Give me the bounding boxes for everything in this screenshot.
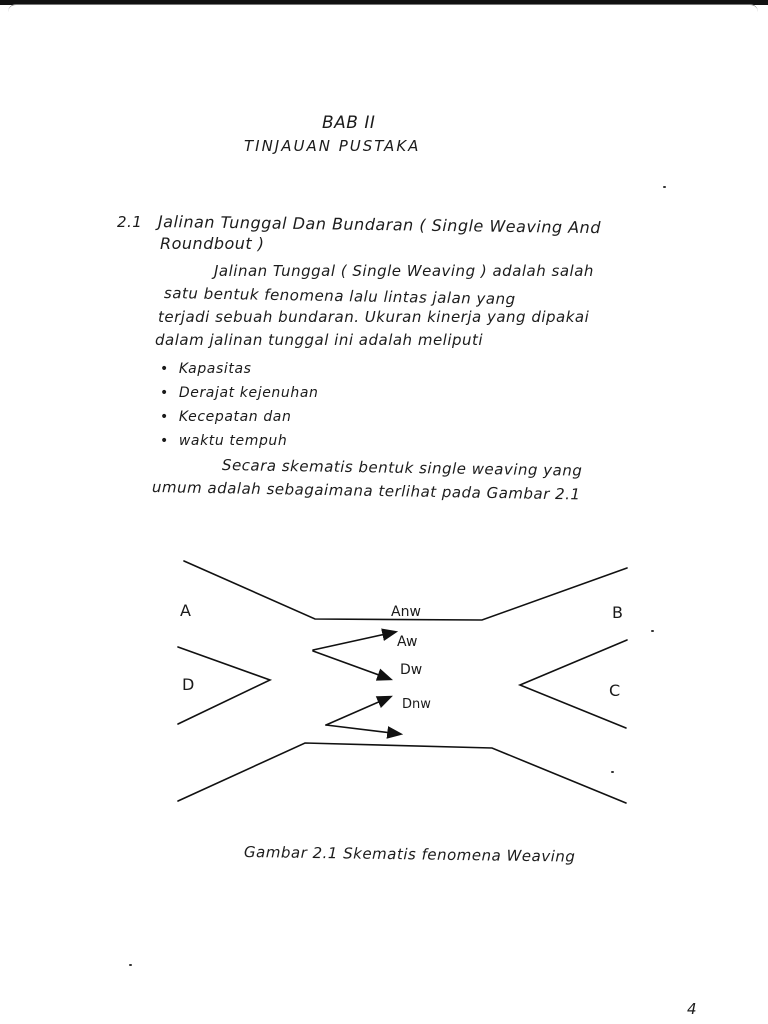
list-item: • Kecepatan dan bbox=[160, 405, 319, 429]
list-item: • waktu tempuh bbox=[160, 429, 319, 453]
paragraph1-line4: dalam jalinan tunggal ini adalah meliputi bbox=[155, 331, 484, 349]
section-number: 2.1 bbox=[117, 213, 143, 231]
label-anw: Anw bbox=[391, 604, 421, 620]
paragraph1-line1: Jalinan Tunggal ( Single Weaving ) adalah salah bbox=[214, 262, 594, 280]
weaving-arrow-aw bbox=[313, 632, 395, 650]
chapter-title: TINJAUAN PUSTAKA bbox=[244, 137, 421, 155]
scan-speck bbox=[129, 964, 132, 966]
section-title-line1: Jalinan Tunggal Dan Bundaran ( Single Weaving And bbox=[157, 212, 602, 238]
paragraph2-line1: Secara skematis bentuk single weaving yang bbox=[221, 456, 583, 480]
scan-speck bbox=[651, 630, 654, 632]
label-dw: Dw bbox=[400, 662, 423, 678]
list-item: • Kapasitas bbox=[160, 357, 319, 381]
label-b: B bbox=[612, 603, 623, 622]
weaving-diagram bbox=[0, 540, 768, 820]
weaving-arrow-nonweaving bbox=[326, 725, 400, 734]
chapter-heading: BAB II bbox=[322, 113, 376, 133]
label-dnw: Dnw bbox=[402, 697, 431, 712]
section-title-line2: Roundbout ) bbox=[160, 234, 265, 253]
weaving-arrow-dw bbox=[313, 651, 390, 679]
label-aw: Aw bbox=[397, 634, 418, 650]
weaving-arrow-dnw-cross bbox=[326, 697, 390, 725]
paragraph2-line2: umum adalah sebagaimana terlihat pada Gambar 2.1 bbox=[151, 478, 581, 504]
label-c: C bbox=[609, 681, 621, 700]
scan-speck bbox=[611, 771, 614, 773]
list-item: • Derajat kejenuhan bbox=[160, 381, 319, 405]
page-number: 4 bbox=[687, 1000, 698, 1018]
label-a: A bbox=[180, 601, 191, 620]
figure-caption: Gambar 2.1 Skematis fenomena Weaving bbox=[243, 843, 576, 866]
scan-speck bbox=[663, 186, 666, 188]
road-bottom-edge bbox=[178, 743, 626, 803]
label-d: D bbox=[182, 675, 195, 694]
paragraph1-line2: satu bentuk fenomena lalu lintas jalan yang bbox=[163, 284, 516, 309]
bullet-list bbox=[160, 357, 319, 453]
paragraph1-line3: terjadi sebuah bundaran. Ukuran kinerja yang dipakai bbox=[158, 308, 590, 326]
scan-paper-edge bbox=[8, 4, 758, 19]
